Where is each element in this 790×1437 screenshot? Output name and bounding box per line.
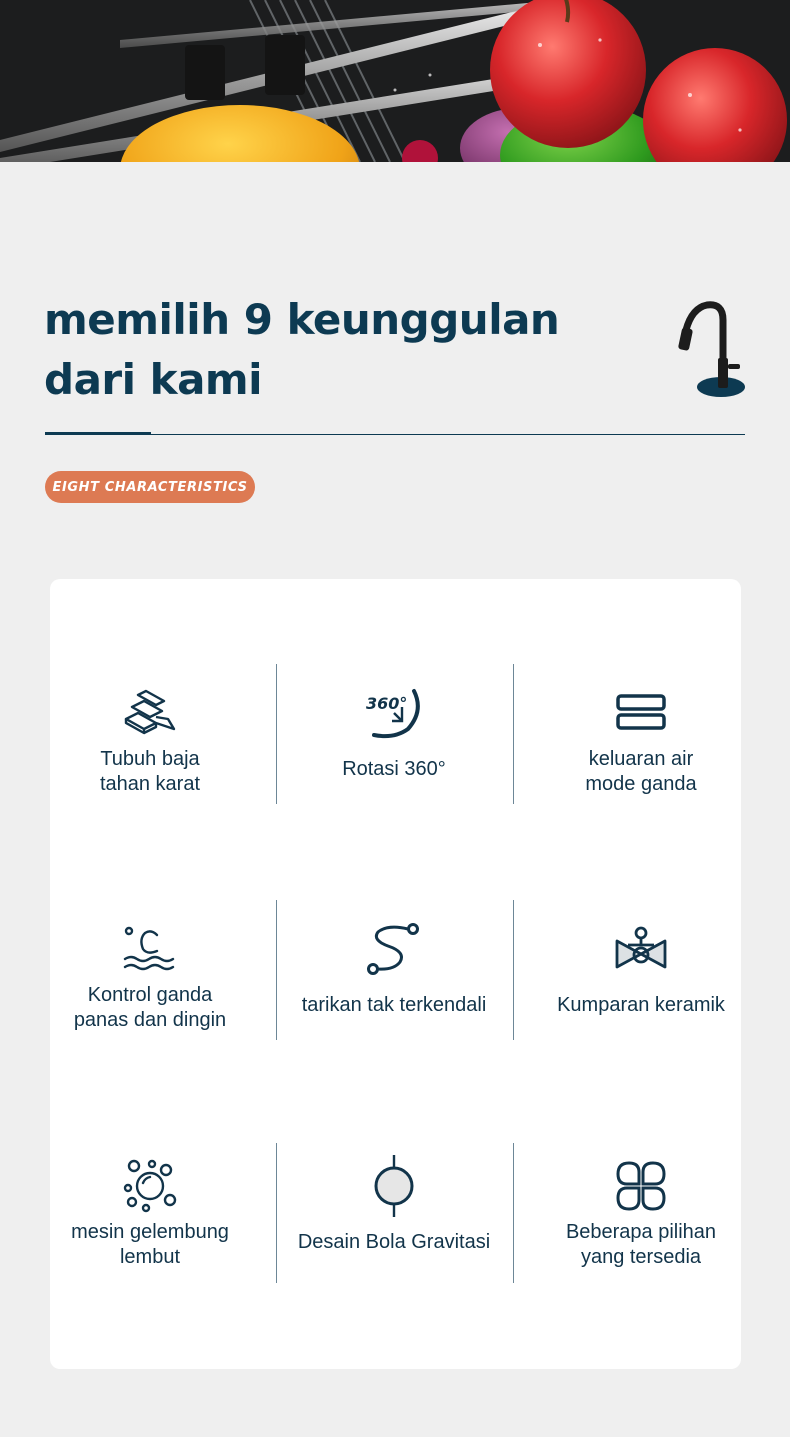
steel-bars-icon (120, 683, 180, 743)
feature-item (279, 919, 509, 1018)
faucet-icon (672, 300, 752, 400)
feature-item (526, 919, 756, 1018)
feature-item (35, 919, 265, 1033)
options-grid-icon (611, 1156, 671, 1216)
rotate-360-icon (364, 683, 424, 743)
title-line-2: dari kami (44, 355, 263, 404)
column-divider (513, 1143, 514, 1283)
hero-photo (0, 0, 790, 162)
feature-label: Kumparan keramik (557, 994, 725, 1016)
features-card (50, 579, 741, 1369)
feature-label: keluaran air mode ganda (585, 748, 697, 795)
title-line-1: memilih 9 keunggulan (44, 295, 560, 344)
feature-label: mesin gelembung lembut (71, 1221, 229, 1268)
characteristics-badge: EIGHT CHARACTERISTICS (45, 471, 255, 503)
column-divider (513, 900, 514, 1040)
feature-label: tarikan tak terkendali (301, 994, 487, 1016)
pull-hose-icon (364, 919, 424, 979)
gravity-ball-icon (364, 1156, 424, 1216)
dual-water-icon (611, 683, 671, 743)
hot-cold-icon (120, 919, 180, 979)
divider-accent (45, 432, 151, 435)
feature-item (526, 683, 756, 797)
feature-item (279, 1156, 509, 1255)
feature-item (526, 1156, 756, 1270)
feature-label: Beberapa pilihan yang tersedia (565, 1221, 717, 1268)
feature-item (35, 1156, 265, 1270)
page-title (44, 290, 604, 410)
ceramic-valve-icon (611, 919, 671, 979)
column-divider (513, 664, 514, 804)
feature-label: Desain Bola Gravitasi (297, 1231, 491, 1253)
feature-label: Rotasi 360° (342, 758, 446, 780)
column-divider (276, 664, 277, 804)
feature-item (35, 683, 265, 797)
feature-label: Tubuh baja tahan karat (99, 748, 201, 795)
bubbles-icon (120, 1156, 180, 1216)
feature-label: Kontrol ganda panas dan dingin (73, 984, 227, 1031)
svg-text:360°: 360° (366, 694, 408, 713)
column-divider (276, 1143, 277, 1283)
column-divider (276, 900, 277, 1040)
feature-item (279, 683, 509, 782)
